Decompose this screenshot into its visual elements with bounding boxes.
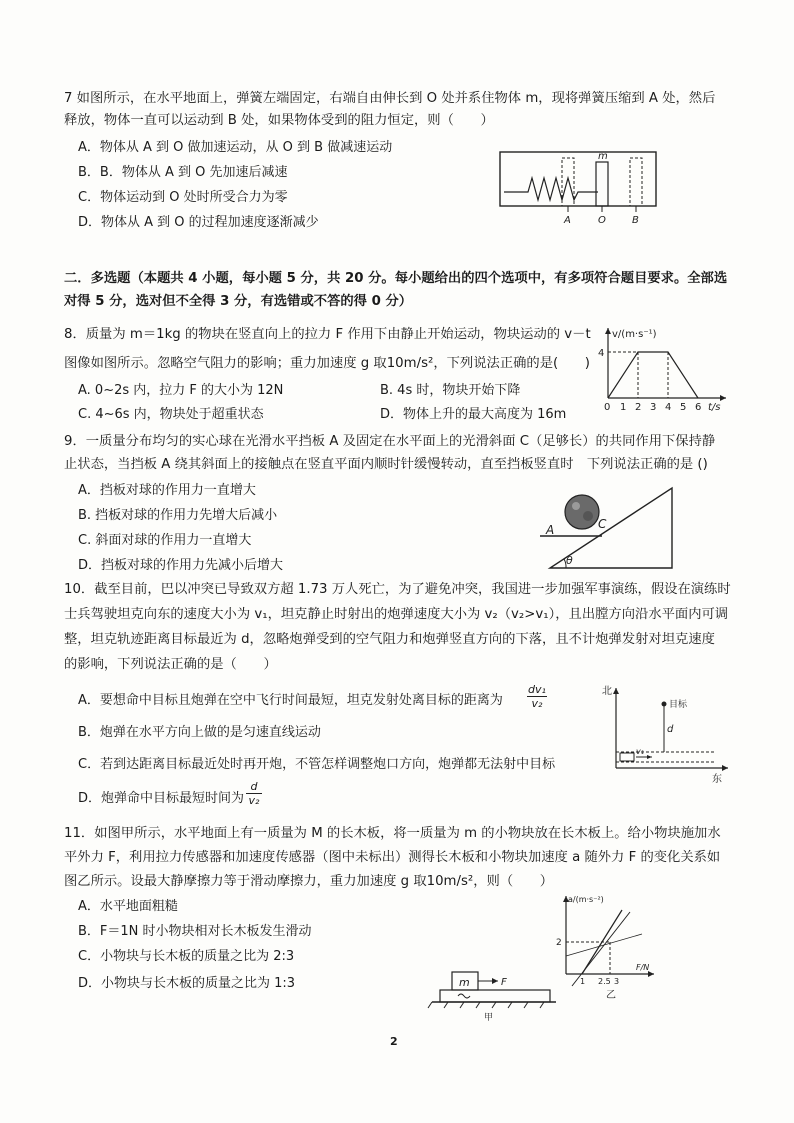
q11-text-line2: 平外力 F，利用拉力传感器和加速度传感器（图中未标出）测得长木板和小物块加速度 a 随外力 F 的变化关系如 xyxy=(64,850,721,865)
q10-fig-north: 北 xyxy=(602,686,612,697)
q11-board-block-figure xyxy=(428,960,562,1022)
q10-text-line2: 士兵驾驶坦克向东的速度大小为 v₁，坦克静止时射出的炮弹速度大小为 v₂（v₂>v₁），且出膛方向沿水平面内可调 xyxy=(64,607,729,622)
q11-fig-label-yi: 乙 xyxy=(606,990,616,1001)
q7-fig-label-b: B xyxy=(632,215,639,226)
q11-fig-label-m: m xyxy=(459,976,470,989)
q7-option-d[interactable]: D．物体从 A 到 O 的过程加速度逐渐减少 xyxy=(78,215,319,230)
q7-option-a[interactable]: A．物体从 A 到 O 做加速运动，从 O 到 B 做减速运动 xyxy=(78,140,393,155)
q10-option-d[interactable] xyxy=(78,790,244,808)
q8-chart-xtick-4: 4 xyxy=(665,402,672,413)
q11-text-line1: 11．如图甲所示，水平地面上有一质量为 M 的长木板，将一质量为 m 的小物块放在长木板上。给小物块施加水 xyxy=(64,826,721,841)
q10-option-c[interactable]: C．若到达距离目标最近处时再开炮，不管怎样调整炮口方向，炮弹都无法射中目标 xyxy=(78,757,556,772)
q9-option-d[interactable]: D．挡板对球的作用力先减小后增大 xyxy=(78,558,284,573)
q11-chart-xtick-3: 3 xyxy=(614,977,620,986)
q8-chart-ytick: 4 xyxy=(598,348,605,359)
q7-text-line1: 7 如图所示，在水平地面上，弹簧左端固定，右端自由伸长到 O 处并系住物体 m，现将弹簧压缩到 A 处，然后 xyxy=(64,91,716,106)
q10-fig-v1: v₁ xyxy=(636,747,644,756)
q8-option-d[interactable]: D．物体上升的最大高度为 16m xyxy=(380,407,567,422)
q9-fig-label-theta: θ xyxy=(566,554,573,567)
q8-chart-ylabel: v/(m·s⁻¹) xyxy=(612,329,657,340)
q11-option-c[interactable]: C．小物块与长木板的质量之比为 2:3 xyxy=(78,949,295,964)
q7-spring-figure xyxy=(498,148,660,228)
page-number: 2 xyxy=(390,1035,398,1048)
q10-option-d-denominator: v₂ xyxy=(248,794,260,807)
q11-a-f-graph xyxy=(552,890,660,1002)
q7-option-b[interactable]: B．B．物体从 A 到 O 先加速后减速 xyxy=(78,165,288,180)
q10-text-line1: 10．截至目前，巴以冲突已导致双方超 1.73 万人死亡，为了避免冲突，我国进一步加强军事演练，假设在演练时 xyxy=(64,582,731,597)
q10-option-d-numerator: d xyxy=(246,780,262,794)
section2-title-line2: 对得 5 分，选对但不全得 3 分，有选错或不答的得 0 分） xyxy=(64,294,413,309)
q10-option-a[interactable] xyxy=(78,692,503,710)
q8-chart-xtick-3: 3 xyxy=(650,402,657,413)
q10-text-line4: 的影响，下列说法正确的是（ ） xyxy=(64,657,277,672)
q8-option-c[interactable]: C. 4~6s 内，物块处于超重状态 xyxy=(78,407,264,422)
q10-fig-east: 东 xyxy=(712,774,722,785)
q7-fig-label-a: A xyxy=(564,215,571,226)
q9-text-line1: 9．一质量分布均匀的实心球在光滑水平挡板 A 及固定在水平面上的光滑斜面 C（足够长）的共同作用下保持静 xyxy=(64,434,716,449)
q9-option-a[interactable]: A．挡板对球的作用力一直增大 xyxy=(78,483,256,498)
q9-ball-incline-figure xyxy=(536,478,678,574)
q10-option-a-denominator: v₂ xyxy=(531,697,543,710)
q8-chart-xtick-5: 5 xyxy=(680,402,687,413)
q11-chart-xtick-25: 2.5 xyxy=(598,977,611,986)
q10-option-b[interactable]: B．炮弹在水平方向上做的是匀速直线运动 xyxy=(78,725,321,740)
q10-option-d-text: D．炮弹命中目标最短时间为 xyxy=(78,791,245,806)
q7-text-line2: 释放，物体一直可以运动到 B 处，如果物体受到的阻力恒定，则（ ） xyxy=(64,113,494,128)
q11-chart-xunit: F/N xyxy=(636,963,650,972)
q9-fig-label-a: A xyxy=(546,523,555,537)
q8-chart-xunit: t/s xyxy=(708,402,721,413)
q10-tank-target-figure xyxy=(602,684,732,785)
q8-vt-graph xyxy=(592,322,730,414)
q9-option-c[interactable]: C. 斜面对球的作用力一直增大 xyxy=(78,533,252,548)
q11-chart-xtick-1: 1 xyxy=(580,977,586,986)
q10-fig-target: 目标 xyxy=(669,700,688,710)
q11-fig-label-f: F xyxy=(501,977,507,988)
q11-option-b[interactable]: B．F＝1N 时小物块相对长木板发生滑动 xyxy=(78,924,312,939)
section2-title-line1: 二．多选题（本题共 4 小题，每小题 5 分，共 20 分。每小题给出的四个选项中，有多项符合题目要求。全部选 xyxy=(64,271,728,286)
q10-option-d-fraction xyxy=(246,780,262,807)
q9-fig-label-c: C xyxy=(598,517,607,531)
q8-option-a[interactable]: A. 0~2s 内，拉力 F 的大小为 12N xyxy=(78,383,284,398)
q11-option-a[interactable]: A．水平地面粗糙 xyxy=(78,899,178,914)
q8-option-b[interactable]: B. 4s 时，物块开始下降 xyxy=(380,383,521,398)
q9-text-line2: 止状态，当挡板 A 绕其斜面上的接触点在竖直平面内顺时针缓慢转动，直至挡板竖直时 下列说法正确的是 () xyxy=(64,457,708,472)
q8-chart-xtick-6: 6 xyxy=(695,402,702,413)
q8-text-line1: 8．质量为 m＝1kg 的物块在竖直向上的拉力 F 作用下由静止开始运动，物块运动的 v－t xyxy=(64,327,591,342)
q10-option-a-fraction xyxy=(527,683,547,710)
q10-option-a-text: A．要想命中目标且炮弹在空中飞行时间最短，坦克发射处离目标的距离为 xyxy=(78,693,503,708)
q11-chart-ylabel: a/(m·s⁻²) xyxy=(568,895,604,904)
q8-text-line2: 图像如图所示。忽略空气阻力的影响；重力加速度 g 取10m/s²，下列说法正确的是( ) xyxy=(64,356,590,371)
q7-option-c[interactable]: C．物体运动到 O 处时所受合力为零 xyxy=(78,190,288,205)
q7-fig-label-o: O xyxy=(598,215,606,226)
q9-option-b[interactable]: B. 挡板对球的作用力先增大后减小 xyxy=(78,508,278,523)
q11-option-d[interactable]: D．小物块与长木板的质量之比为 1:3 xyxy=(78,976,296,991)
q8-chart-xtick-1: 1 xyxy=(620,402,627,413)
q10-fig-d: d xyxy=(667,724,674,735)
q8-chart-xtick-0: 0 xyxy=(604,402,611,413)
q8-chart-xtick-2: 2 xyxy=(635,402,642,413)
q10-text-line3: 整，坦克轨迹距离目标最近为 d，忽略炮弹受到的空气阻力和炮弹竖直方向的下落，且不计炮弹发射对坦克速度 xyxy=(64,632,715,647)
q11-chart-ytick: 2 xyxy=(556,938,562,948)
q11-fig-label-jia: 甲 xyxy=(484,1013,494,1023)
q10-option-a-numerator: dv₁ xyxy=(528,683,546,696)
q7-fig-label-m: m xyxy=(598,151,608,162)
q11-text-line3: 图乙所示。设最大静摩擦力等于滑动摩擦力，重力加速度 g 取10m/s²，则（ ） xyxy=(64,874,554,889)
